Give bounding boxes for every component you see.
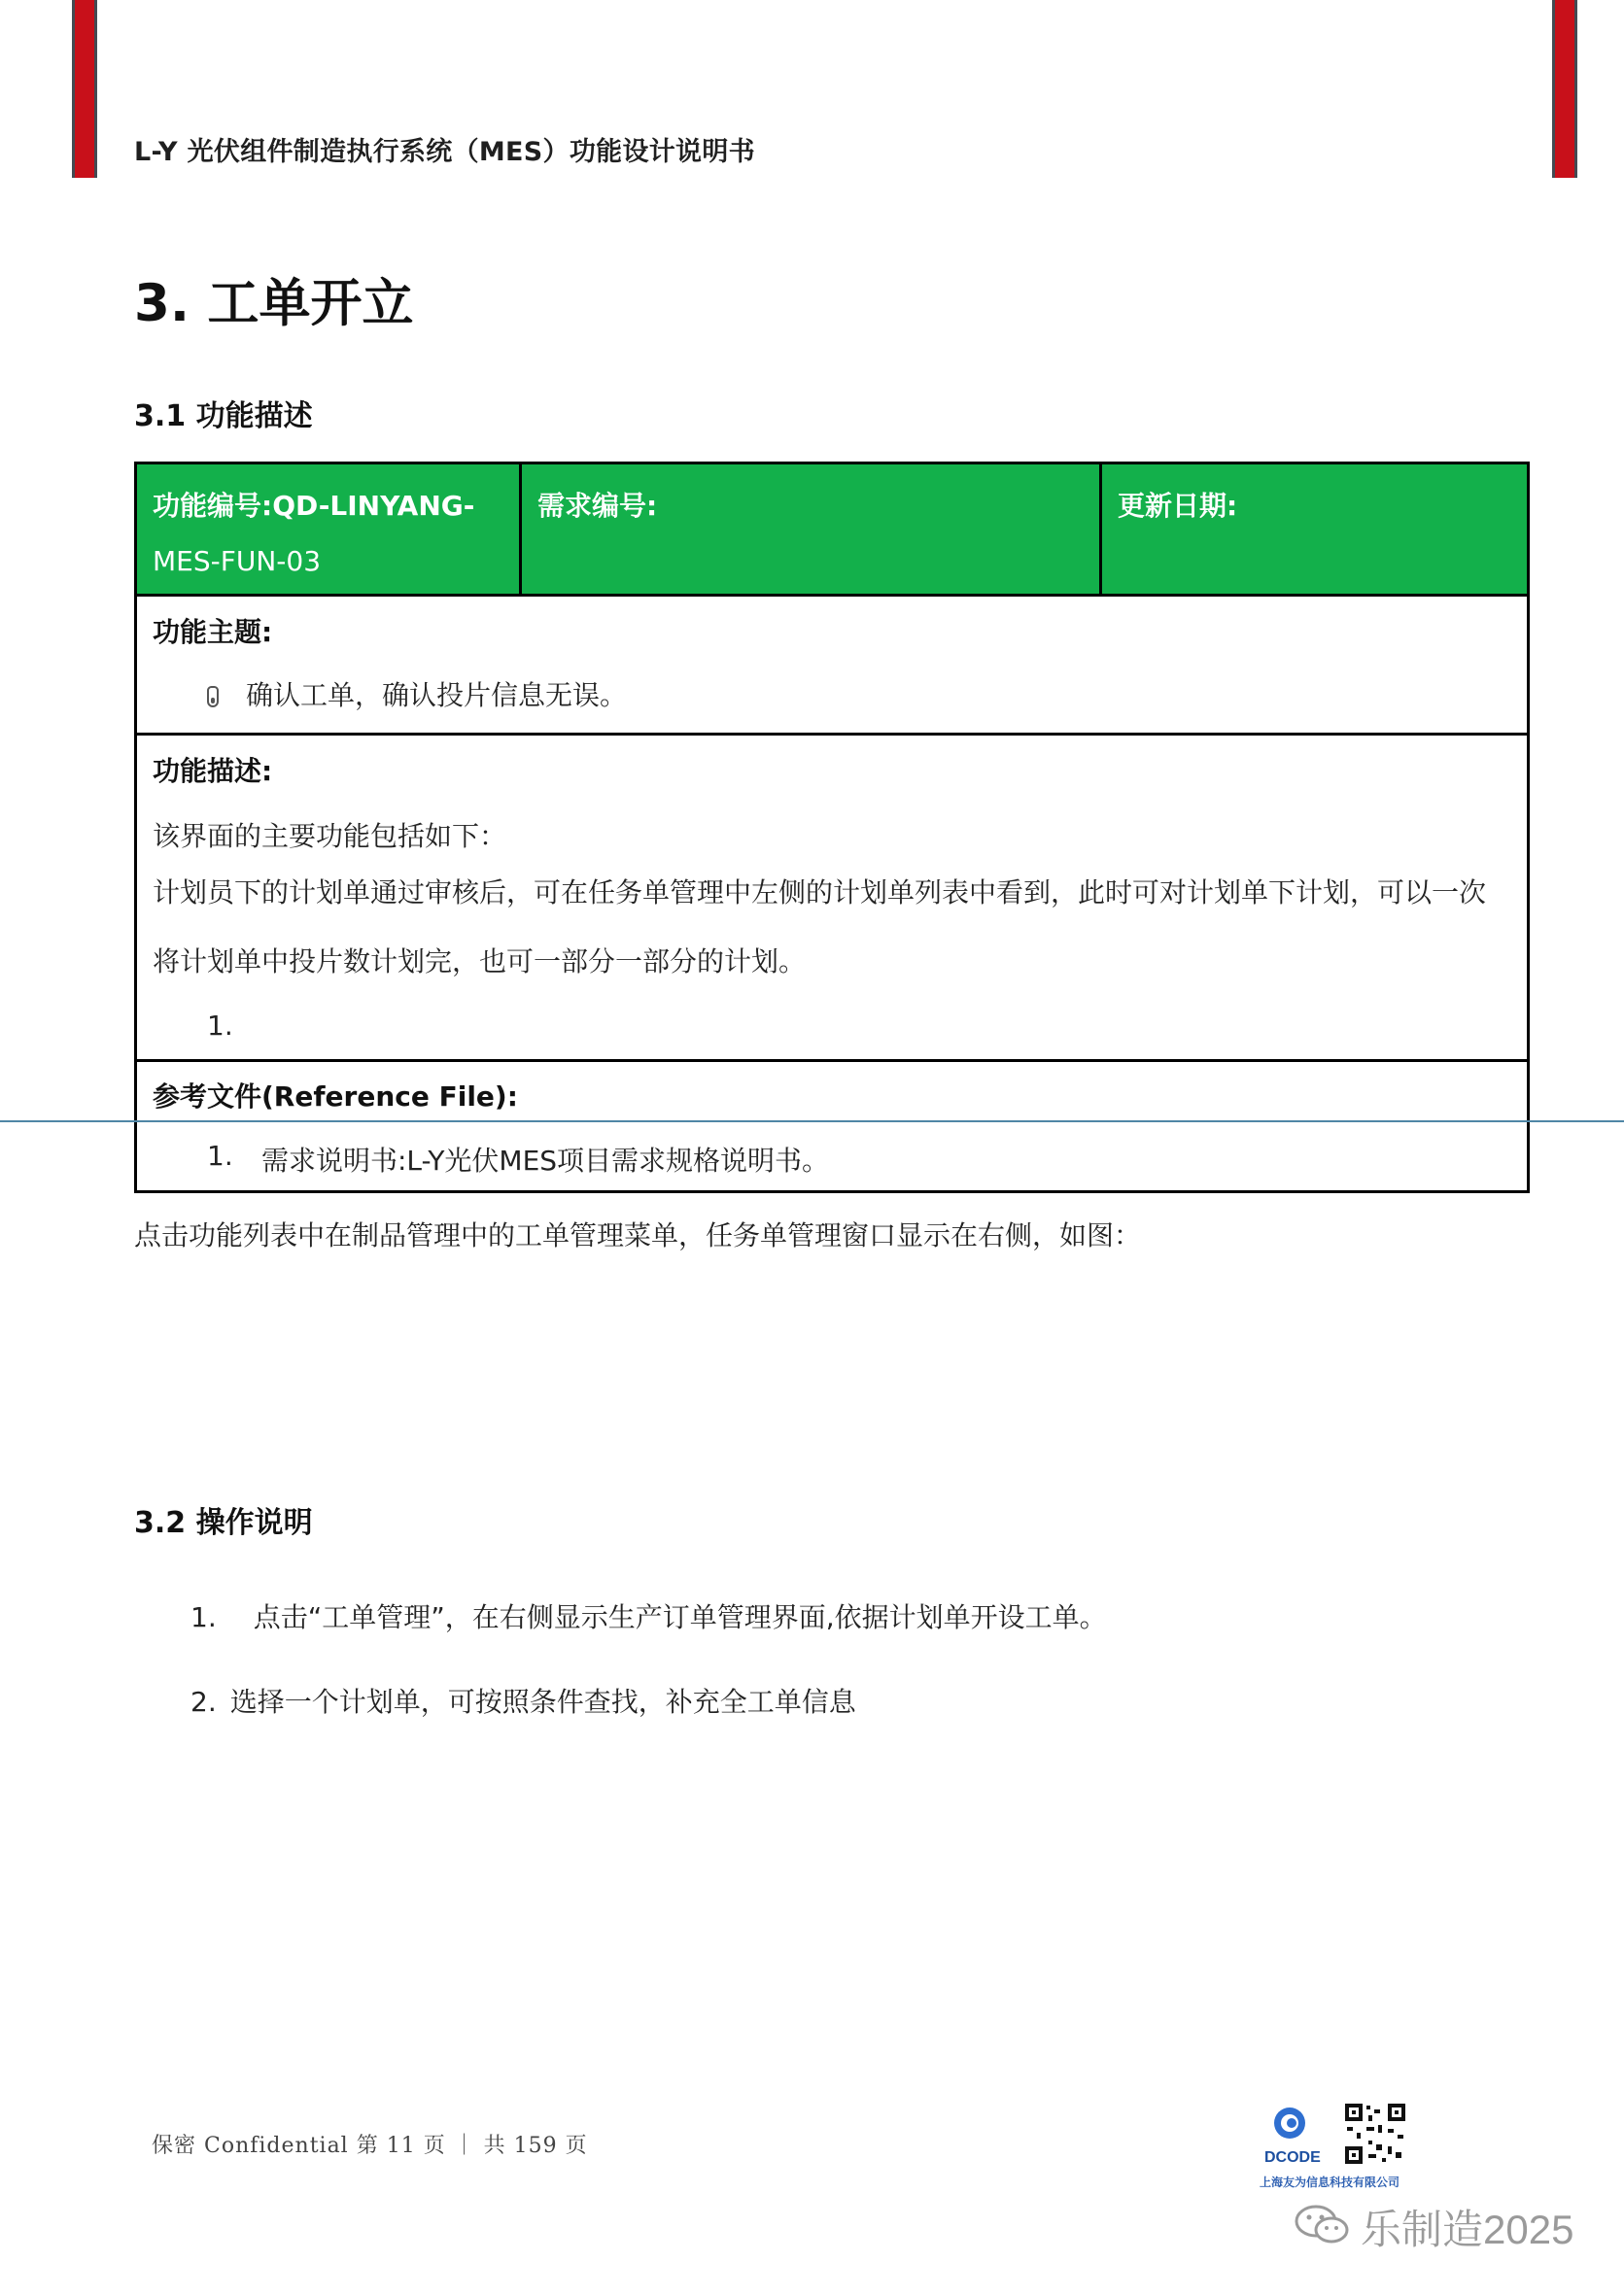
step-text: 选择一个计划单，可按照条件查找，补充全工单信息 bbox=[229, 1686, 856, 1718]
function-number-cell bbox=[137, 464, 522, 594]
section-title: 3. 工单开立 bbox=[134, 274, 414, 333]
body-paragraph: 点击功能列表中在制品管理中的工单管理菜单，任务单管理窗口显示在右侧，如图： bbox=[134, 1219, 1142, 1251]
step-1 bbox=[190, 1596, 1107, 1635]
reference-file-label: 参考文件(Reference File): bbox=[153, 1080, 518, 1113]
update-date-cell bbox=[1102, 464, 1527, 594]
update-date-label: 更新日期: bbox=[1118, 490, 1238, 522]
page-footer: 保密 Confidential 第 11 页 ｜ 共 159 页 bbox=[152, 2134, 588, 2158]
function-subject-section bbox=[137, 597, 1527, 736]
reference-list-number: 1. bbox=[207, 1140, 233, 1172]
step-text: 点击“工单管理”，在右侧显示生产订单管理界面,依据计划单开设工单。 bbox=[253, 1601, 1107, 1633]
function-description-label: 功能描述: bbox=[153, 755, 273, 787]
reference-item-text: 需求说明书:L-Y光伏MES项目需求规格说明书。 bbox=[261, 1145, 830, 1177]
header-right-bar bbox=[1552, 0, 1577, 178]
logo-wordmark: DCODE bbox=[1264, 2149, 1321, 2166]
subsection-title-operation: 3.2 操作说明 bbox=[134, 1506, 313, 1540]
wechat-icon bbox=[1293, 2204, 1353, 2245]
step-number: 1. bbox=[190, 1601, 217, 1633]
table-header-row bbox=[137, 464, 1527, 597]
function-subject-item bbox=[207, 674, 627, 713]
function-spec-table bbox=[134, 462, 1530, 1193]
requirement-number-label: 需求编号: bbox=[537, 490, 658, 522]
requirement-number-cell bbox=[522, 464, 1102, 594]
description-line-3: 将计划单中投片数计划完，也可一部分一部分的计划。 bbox=[153, 945, 807, 977]
reference-file-section bbox=[137, 1062, 1527, 1190]
watermark-text: 乐制造2025 bbox=[1361, 2207, 1574, 2252]
logo-company-name: 上海友为信息科技有限公司 bbox=[1260, 2176, 1400, 2189]
description-line-1: 该界面的主要功能包括如下： bbox=[153, 820, 507, 852]
thermometer-bullet-icon bbox=[207, 686, 219, 707]
description-line-2: 计划员下的计划单通过审核后，可在任务单管理中左侧的计划单列表中看到，此时可对计划单下计划，可以一次 bbox=[153, 876, 1487, 908]
description-list-number: 1. bbox=[207, 1010, 233, 1042]
qr-code-icon bbox=[1343, 2102, 1407, 2166]
function-number-value: MES-FUN-03 bbox=[153, 545, 322, 577]
function-number-label: 功能编号:QD-LINYANG- bbox=[153, 490, 475, 522]
document-header-title: L-Y 光伏组件制造执行系统（MES）功能设计说明书 bbox=[134, 137, 755, 167]
function-description-section bbox=[137, 736, 1527, 1062]
function-subject-label: 功能主题: bbox=[153, 616, 273, 648]
subsection-title-function-description: 3.1 功能描述 bbox=[134, 399, 313, 433]
horizontal-rule bbox=[0, 1120, 1624, 1122]
header-left-bar bbox=[72, 0, 97, 178]
function-subject-text: 确认工单，确认投片信息无误。 bbox=[246, 679, 628, 711]
step-number: 2. bbox=[190, 1686, 217, 1718]
step-2 bbox=[190, 1681, 856, 1720]
